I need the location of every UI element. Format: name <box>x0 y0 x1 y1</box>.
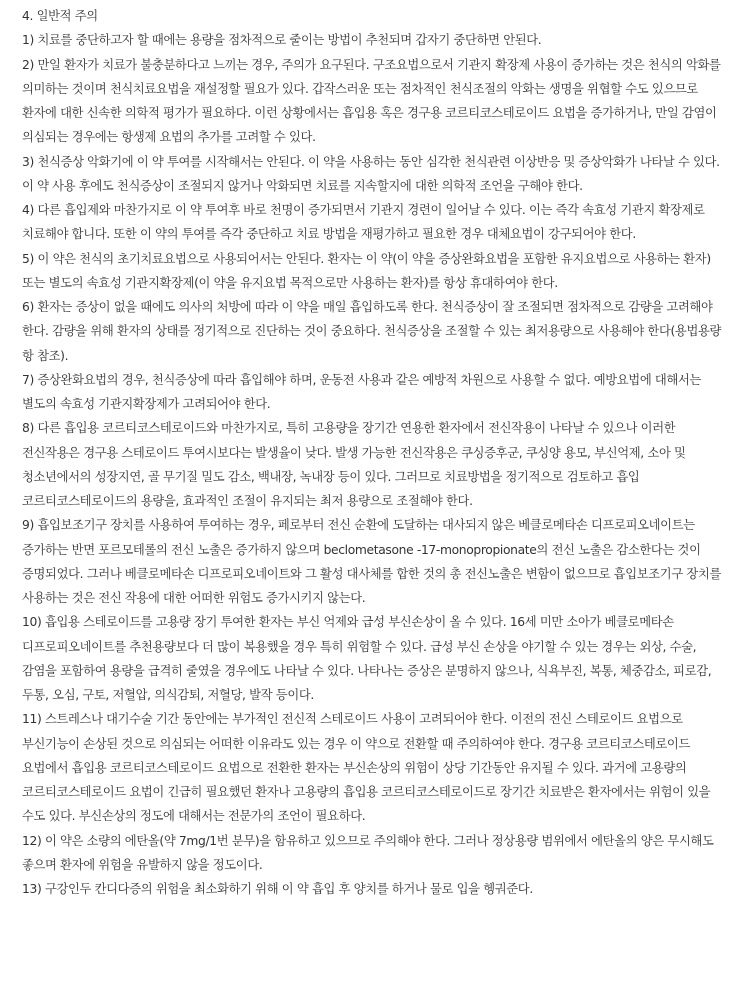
precautions-section <box>22 4 734 901</box>
precaution-item-8: 8) 다른 흡입용 코르티코스테로이드와 마찬가지로, 특히 고용량을 장기간 연용한 환자에서 전신작용이 나타날 수 있으나 이러한 전신작용은 경구용 스테로이드 투여시보다는 발생율이 낮다. 발생 가능한 전신작용은 쿠싱증후군, 쿠싱양 용모, 부신억제, 소아 및 청소년에서의 성장지연, 골 무기질 밀도 감소, 백내장, 녹내장 등이 있다. 그러므로 치료방법을 정기적으로 검토하고 흡입 코르티코스테로이드의 용량을, 효과적인 조절이 유지되는 최저 용량으로 조절해야 한다. <box>22 421 686 508</box>
precaution-item-9: 9) 흡입보조기구 장치를 사용하여 투여하는 경우, 페로부터 전신 순환에 도달하는 대사되지 않은 베클로메타손 디프로피오네이트는 증가하는 반면 포르모테롤의 전신 노출은 증가하지 않으며 beclometasone -17-monopropionate의 전신 노출은 감소한다는 것이 증명되었다. 그러나 베클로메타손 디프로피오네이트와 그 활성 대사체를 합한 것의 총 전신노출은 변함이 없으므로 흡입보조기구 장치를 사용하는 것은 전신 작용에 대한 어떠한 위험도 증가시키지 않는다. <box>22 518 721 605</box>
precaution-item-7: 7) 증상완화요법의 경우, 천식증상에 따라 흡입해야 하며, 운동전 사용과 같은 예방적 차원으로 사용할 수 없다. 예방요법에 대해서는 별도의 속효성 기관지확장제가 고려되어야 한다. <box>22 372 702 411</box>
precaution-item-1: 1) 치료를 중단하고자 할 때에는 용량을 점차적으로 줄이는 방법이 추천되며 갑자기 중단하면 안된다. <box>22 33 542 48</box>
section-heading: 4. 일반적 주의 <box>22 9 98 23</box>
precaution-item-2: 2) 만일 환자가 치료가 불충분하다고 느끼는 경우, 주의가 요구된다. 구조요법으로서 기관지 확장제 사용이 증가하는 것은 천식의 악화를 의미하는 것이며 천식치료요법을 재설정할 필요가 있다. 갑작스러운 또는 점차적인 천식조절의 악화는 생명을 위협할 수도 있으므로 환자에 대한 신속한 의학적 평가가 필요하다. 이런 상황에서는 흡입용 혹은 경구용 코르티코스테로이드 요법을 증가하거나, 만일 감염이 의심되는 경우에는 항생제 요법의 추가를 고려할 수 있다. <box>22 57 721 145</box>
precaution-item-3: 3) 천식증상 악화기에 이 약 투여를 시작해서는 안된다. 이 약을 사용하는 동안 심각한 천식관련 이상반응 및 증상악화가 나타날 수 있다. 이 약 사용 후에도 천식증상이 조절되지 않거나 악화되면 치료를 지속할지에 대한 의학적 조언을 구해야 한다. <box>22 154 720 193</box>
precaution-item-11: 11) 스트레스나 대기수술 기간 동안에는 부가적인 전신적 스테로이드 사용이 고려되어야 한다. 이전의 전신 스테로이드 요법으로 부신기능이 손상된 것으로 의심되는 어떠한 이유라도 있는 경우 이 약으로 전환할 때 주의하여야 한다. 경구용 코르티코스테로이드 요법에서 흡입용 코르티코스테로이드 요법으로 전환한 환자는 부신손상의 위험이 상당 기간동안 유지될 수 있다. 과거에 고용량의 코르티코스테로이드 요법이 긴급히 필요했던 환자나 고용량의 흡입용 코르티코스테로이드로 장기간 치료받은 환자에서는 위험이 있을 수도 있다. 부신손상의 정도에 대해서는 전문가의 조언이 필요하다. <box>22 712 711 824</box>
precaution-item-12: 12) 이 약은 소량의 에탄올(약 7mg/1번 분무)을 함유하고 있으므로 주의해야 한다. 그러나 정상용량 범위에서 에탄올의 양은 무시해도 좋으며 환자에 위험을 유발하지 않을 정도이다. <box>22 833 714 872</box>
precaution-item-13: 13) 구강인두 칸디다증의 위험을 최소화하기 위해 이 약 흡입 후 양치를 하거나 물로 입을 헹궈준다. <box>22 882 533 896</box>
precaution-item-4: 4) 다른 흡입제와 마찬가지로 이 약 투여후 바로 천명이 증가되면서 기관지 경련이 일어날 수 있다. 이는 즉각 속효성 기관지 확장제로 치료해야 합니다. 또한 이 약의 투여를 즉각 중단하고 치료 방법을 재평가하고 필요한 경우 대체요법이 강구되어야 한다. <box>22 203 705 242</box>
precaution-item-10: 10) 흡입용 스테로이드를 고용량 장기 투여한 환자는 부신 억제와 급성 부신손상이 올 수 있다. 16세 미만 소아가 베클로메타손 디프로피오네이트를 추천용량보다 더 많이 복용했을 경우 특히 위험할 수 있다. 급성 부신 손상을 야기할 수 있는 경우는 외상, 수술, 감염을 포함하여 용량을 급격히 줄였을 경우에도 나타날 수 있다. 나타나는 증상은 분명하지 않으나, 식욕부진, 복통, 체중감소, 피로감, 두통, 오심, 구토, 저혈압, 의식감퇴, 저혈당, 발작 등이다. <box>22 615 712 702</box>
precaution-item-6: 6) 환자는 증상이 없을 때에도 의사의 처방에 따라 이 약을 매일 흡입하도록 한다. 천식증상이 잘 조절되면 점차적으로 감량을 고려해야 한다. 감량을 위해 환자의 상태를 정기적으로 진단하는 것이 중요하다. 천식증상을 조절할 수 있는 최저용량으로 사용해야 한다(용법용량 항 참조). <box>22 300 722 363</box>
precaution-item-5: 5) 이 약은 천식의 초기치료요법으로 사용되어서는 안된다. 환자는 이 약(이 약을 증상완화요법을 포함한 유지요법으로 사용하는 환자) 또는 별도의 속효성 기관지확장제(이 약을 유지요법 목적으로만 사용하는 환자)를 항상 휴대하여야 한다. <box>22 251 711 290</box>
